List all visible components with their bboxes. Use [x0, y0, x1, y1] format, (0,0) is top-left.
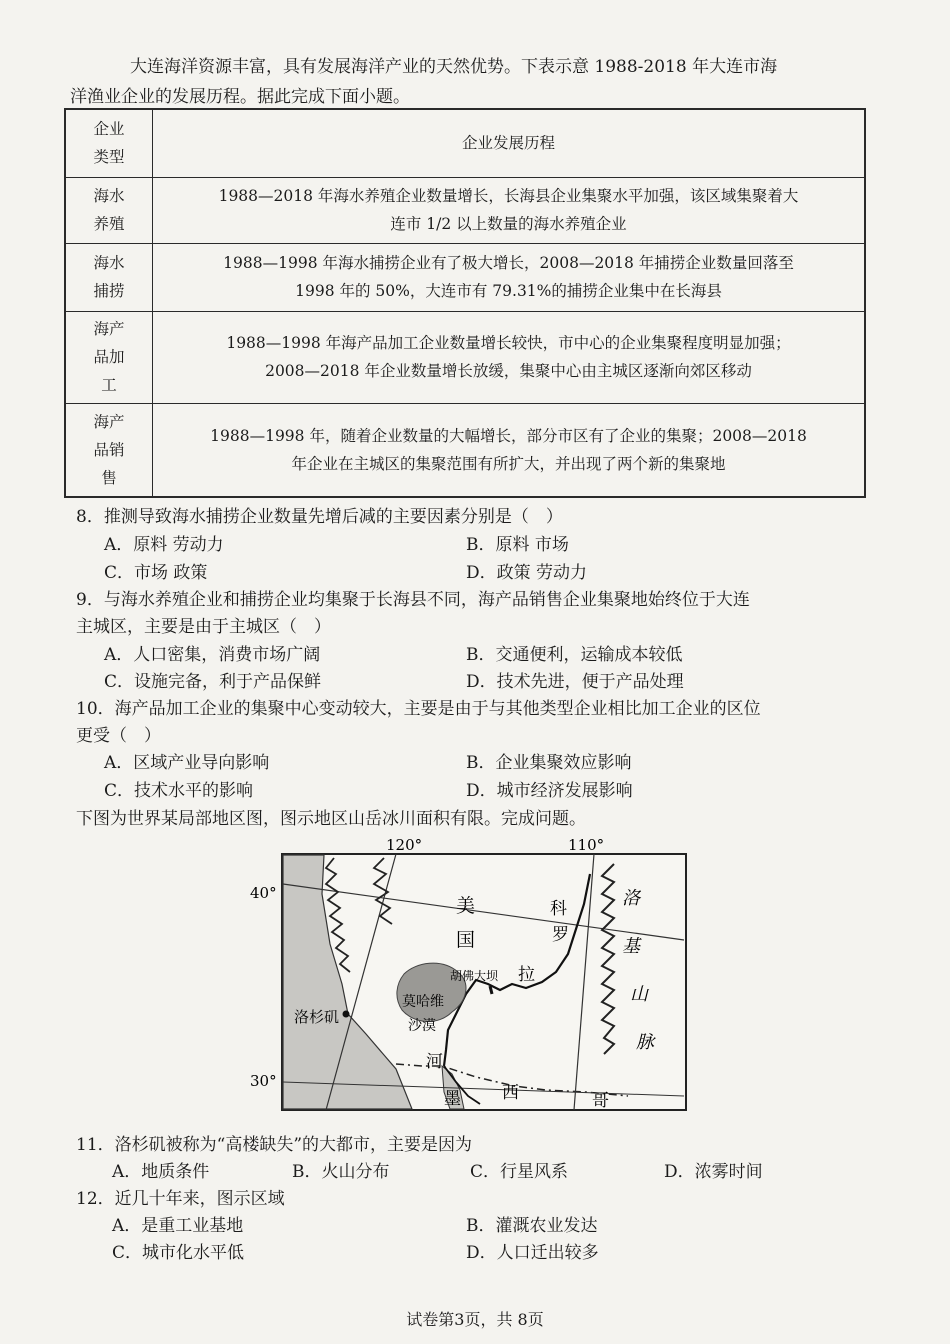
- mojave-label-1: 莫哈维: [402, 994, 444, 1010]
- usa-label-1: 美: [456, 895, 476, 917]
- colorado-label-1: 科: [550, 899, 567, 919]
- lon-110-label: 110°: [568, 836, 605, 854]
- q9-option-a[interactable]: A．人口密集，消费市场广阔: [104, 645, 321, 665]
- hoover-dam-marker: [490, 986, 492, 994]
- mexico-label-3: 哥: [592, 1091, 609, 1111]
- colorado-label-2: 罗: [552, 925, 569, 945]
- row-type-cell: 海水 养殖: [65, 177, 153, 243]
- q12-option-b[interactable]: B．灌溉农业发达: [466, 1216, 598, 1236]
- los-angeles-marker: [343, 1011, 350, 1018]
- q8-option-c[interactable]: C．市场 政策: [104, 563, 208, 583]
- question-12-stem: 12．近几十年来，图示区域: [76, 1189, 285, 1209]
- mojave-label-2: 沙漠: [408, 1018, 436, 1034]
- q11-option-c[interactable]: C．行星风系: [470, 1162, 569, 1182]
- question-10-stem-line-1: 10．海产品加工企业的集聚中心变动较大，主要是由于与其他类型企业相比加工企业的区位: [76, 699, 761, 719]
- river-label: 河: [426, 1052, 443, 1072]
- hoover-label: 胡佛大坝: [450, 969, 499, 983]
- mexico-label-1: 墨: [444, 1089, 461, 1109]
- rocky-label-1: 洛: [622, 888, 640, 909]
- rocky-label-2: 基: [622, 936, 640, 957]
- q9-option-b[interactable]: B．交通便利，运输成本较低: [466, 645, 683, 665]
- mexico-label-2: 西: [502, 1083, 519, 1103]
- table-row: [65, 177, 865, 243]
- q8-option-d[interactable]: D．政策 劳动力: [466, 563, 588, 583]
- question-10-stem-line-2: 更受（ ）: [76, 726, 161, 746]
- row-type-cell: 海产 品销 售: [65, 403, 153, 497]
- q10-option-a[interactable]: A．区域产业导向影响: [104, 753, 270, 773]
- question-8-stem: 8．推测导致海水捕捞企业数量先增后减的主要因素分别是（ ）: [76, 507, 563, 527]
- q11-option-a[interactable]: A．地质条件: [112, 1162, 210, 1182]
- row-desc-cell: 1988—2018 年海水养殖企业数量增长，长海县企业集聚水平加强，该区域集聚着大 连市 1/2 以上数量的海水养殖企业: [153, 177, 866, 243]
- lat-40-label: 40°: [250, 884, 277, 902]
- header-type-cell: 企业 类型: [65, 109, 153, 177]
- q10-option-c[interactable]: C．技术水平的影响: [104, 781, 254, 801]
- region-map: [246, 834, 696, 1114]
- q8-option-a[interactable]: A．原料 劳动力: [104, 535, 224, 555]
- rocky-label-4: 脉: [636, 1032, 654, 1053]
- row-type-cell: 海水 捕捞: [65, 243, 153, 311]
- row-desc-cell: 1988—1998 年海水捕捞企业有了极大增长，2008—2018 年捕捞企业数量回落至 1998 年的 50%，大连市有 79.31%的捕捞企业集中在长海县: [153, 243, 866, 311]
- map-intro: 下图为世界某局部地区图，图示地区山岳冰川面积有限。完成问题。: [76, 809, 586, 829]
- table-row: [65, 403, 865, 497]
- intro-line-1: 大连海洋资源丰富，具有发展海洋产业的天然优势。下表示意 1988-2018 年大连市海: [130, 57, 778, 77]
- question-11-stem: 11．洛杉矶被称为“高楼缺失”的大都市，主要是因为: [76, 1135, 473, 1155]
- table-header-row: [65, 109, 865, 177]
- colorado-label-3: 拉: [518, 965, 535, 985]
- q12-option-c[interactable]: C．城市化水平低: [112, 1243, 245, 1263]
- table-row: [65, 243, 865, 311]
- lat-30-label: 30°: [250, 1072, 277, 1090]
- table-row: [65, 311, 865, 403]
- row-desc-cell: 1988—1998 年海产品加工企业数量增长较快，市中心的企业集聚程度明显加强； 2008—2018 年企业数量增长放缓，集聚中心由主城区逐渐向郊区移动: [153, 311, 866, 403]
- q9-option-d[interactable]: D．技术先进，便于产品处理: [466, 672, 684, 692]
- enterprise-table: [64, 108, 866, 498]
- page-footer: 试卷第3页，共 8页: [406, 1310, 544, 1329]
- row-desc-cell: 1988—1998 年，随着企业数量的大幅增长，部分市区有了企业的集聚；2008—2018 年企业在主城区的集聚范围有所扩大，并出现了两个新的集聚地: [153, 403, 866, 497]
- q11-option-b[interactable]: B．火山分布: [292, 1162, 390, 1182]
- usa-label-2: 国: [456, 929, 476, 951]
- rocky-label-3: 山: [630, 984, 648, 1005]
- header-desc-cell: 企业发展历程: [153, 109, 866, 177]
- intro-paragraph: [70, 52, 870, 112]
- question-9-stem-line-2: 主城区，主要是由于主城区（ ）: [76, 617, 331, 637]
- row-type-cell: 海产 品加 工: [65, 311, 153, 403]
- q9-option-c[interactable]: C．设施完备，利于产品保鲜: [104, 672, 322, 692]
- q10-option-d[interactable]: D．城市经济发展影响: [466, 781, 633, 801]
- q8-option-b[interactable]: B．原料 市场: [466, 535, 569, 555]
- question-9-stem-line-1: 9．与海水养殖企业和捕捞企业均集聚于长海县不同，海产品销售企业集聚地始终位于大连: [76, 590, 750, 610]
- q11-option-d[interactable]: D．浓雾时间: [664, 1162, 763, 1182]
- q10-option-b[interactable]: B．企业集聚效应影响: [466, 753, 632, 773]
- los-angeles-label: 洛杉矶: [294, 1008, 340, 1026]
- intro-line-2: 洋渔业企业的发展历程。据此完成下面小题。: [70, 87, 410, 107]
- q12-option-d[interactable]: D．人口迁出较多: [466, 1243, 599, 1263]
- q12-option-a[interactable]: A．是重工业基地: [112, 1216, 244, 1236]
- lon-120-label: 120°: [386, 836, 423, 854]
